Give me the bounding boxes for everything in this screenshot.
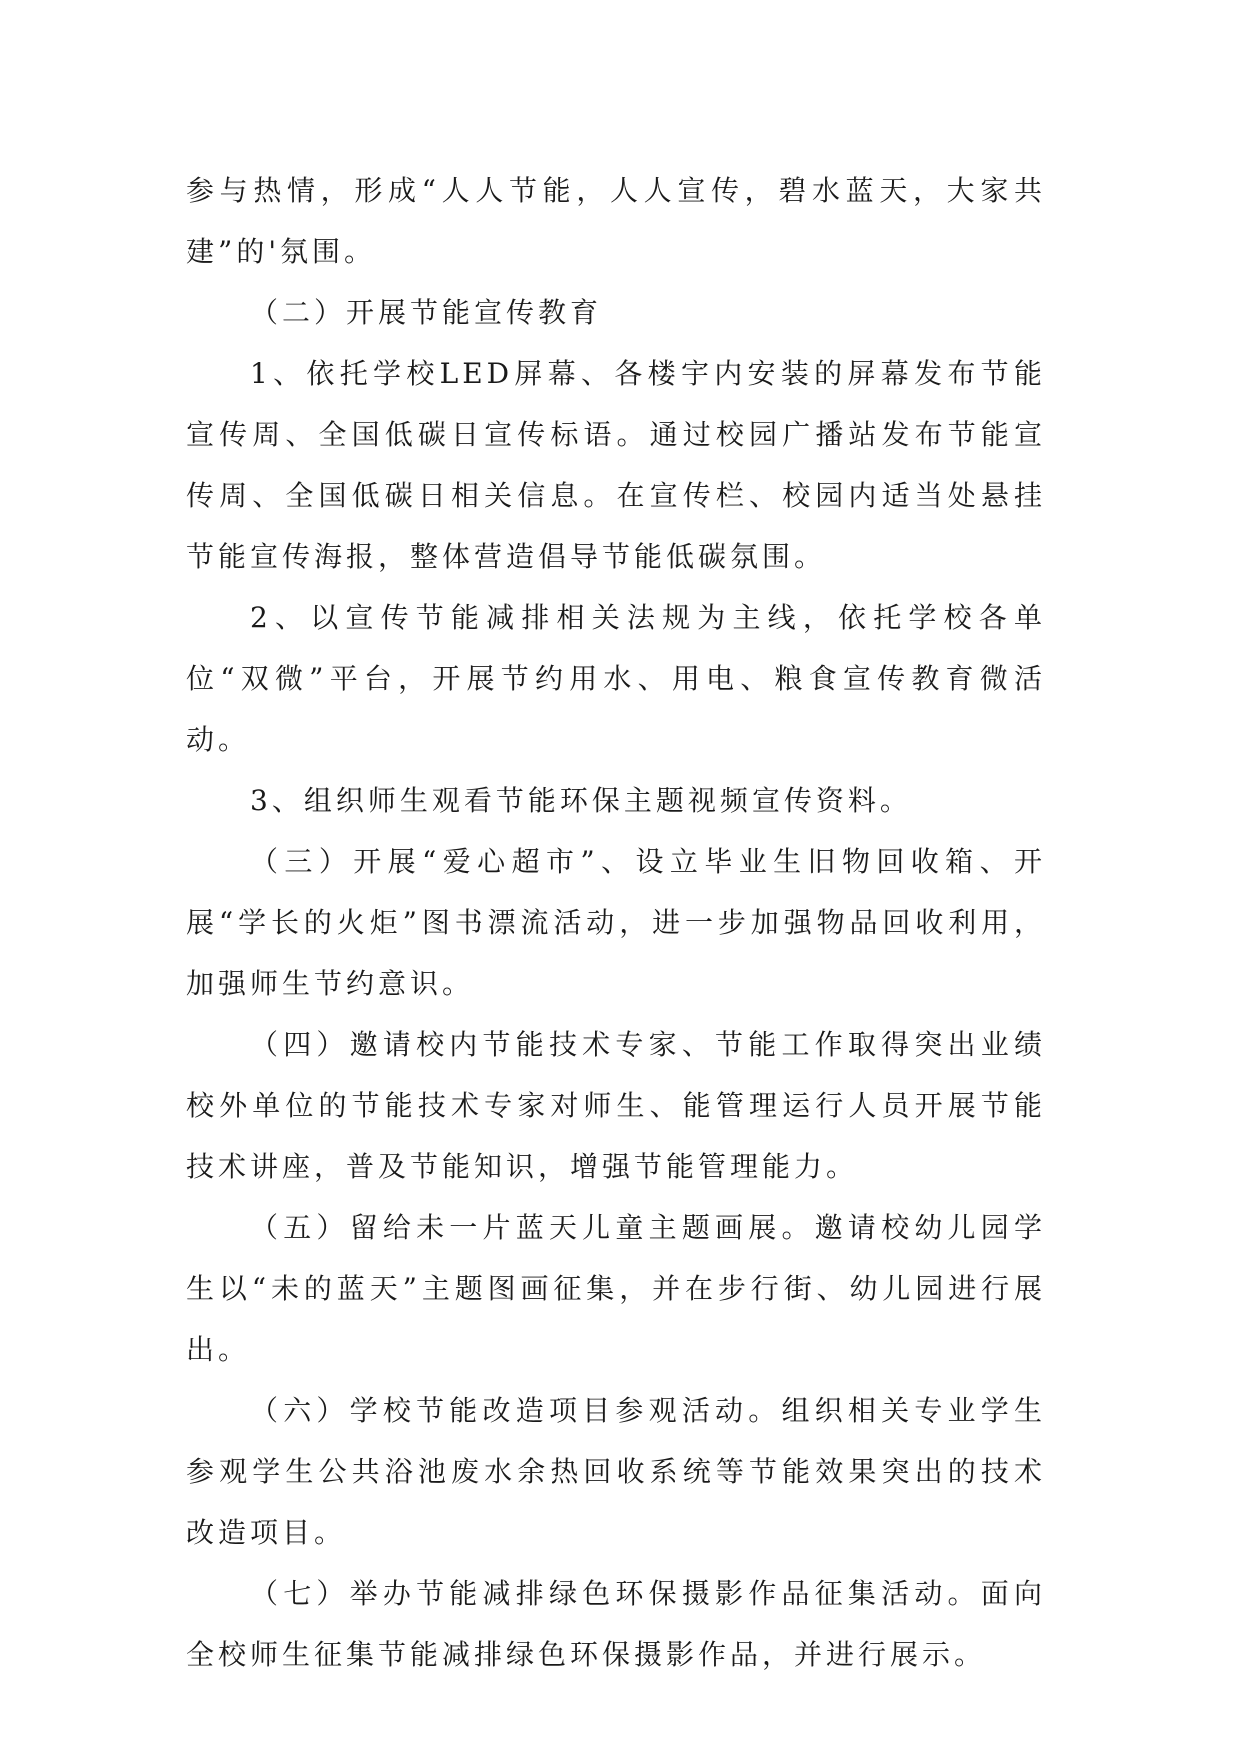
section-three: （三）开展“爱心超市”、设立毕业生旧物回收箱、开展“学长的火炬”图书漂流活动，进一步加强物品回收利用，加强师生节约意识。 (186, 845, 1046, 1000)
document-body (186, 160, 1046, 1685)
list-item-2: 2、以宣传节能减排相关法规为主线，依托学校各单位“双微”平台，开展节约用水、用电、粮食宣传教育微活动。 (186, 601, 1046, 756)
paragraph-continuation: 参与热情，形成“人人节能，人人宣传，碧水蓝天，大家共建”的'氛围。 (186, 174, 1046, 268)
section-seven: （七）举办节能减排绿色环保摄影作品征集活动。面向全校师生征集节能减排绿色环保摄影作品，并进行展示。 (186, 1577, 1046, 1671)
section-five: （五）留给未一片蓝天儿童主题画展。邀请校幼儿园学生以“未的蓝天”主题图画征集，并在步行街、幼儿园进行展出。 (186, 1211, 1046, 1366)
section-heading-two: （二）开展节能宣传教育 (250, 296, 603, 329)
section-four: （四）邀请校内节能技术专家、节能工作取得突出业绩校外单位的节能技术专家对师生、能管理运行人员开展节能技术讲座，普及节能知识，增强节能管理能力。 (186, 1028, 1046, 1183)
list-item-3: 3、组织师生观看节能环保主题视频宣传资料。 (250, 784, 912, 817)
section-six: （六）学校节能改造项目参观活动。组织相关专业学生参观学生公共浴池废水余热回收系统等节能效果突出的技术改造项目。 (186, 1394, 1046, 1549)
list-item-1: 1、依托学校LED屏幕、各楼宇内安装的屏幕发布节能宣传周、全国低碳日宣传标语。通过校园广播站发布节能宣传周、全国低碳日相关信息。在宣传栏、校园内适当处悬挂节能宣传海报，整体营造倡导节能低碳氛围。 (186, 357, 1046, 573)
